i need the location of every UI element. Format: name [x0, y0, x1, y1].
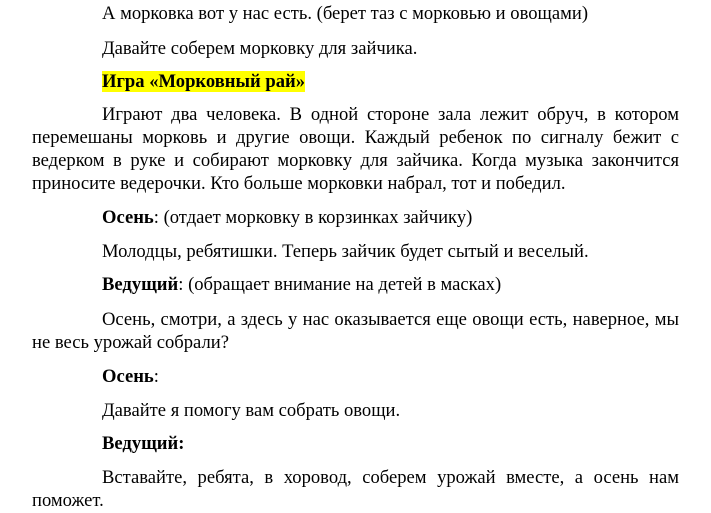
speaker-label: Осень — [102, 207, 154, 228]
paragraph-autumn-action — [32, 206, 679, 229]
paragraph-host-action — [32, 273, 679, 296]
paragraph-text: Давайте я помогу вам собрать овощи. — [102, 400, 401, 421]
paragraph-carrot-bowl — [32, 2, 679, 25]
speaker-label: Ведущий — [102, 274, 179, 295]
paragraph-text: Вставайте, ребята, в хоровод, соберем урожай вместе, а осень нам поможет. — [32, 467, 679, 511]
paragraph-host-speaker — [32, 432, 679, 455]
paragraph-collect-carrot — [32, 37, 679, 60]
paragraph-autumn-look — [32, 308, 679, 354]
paragraph-text: : (обращает внимание на детей в масках) — [178, 274, 502, 295]
paragraph-help-collect — [32, 399, 679, 422]
game-title-highlight: Игра «Морковный рай» — [102, 71, 306, 92]
paragraph-round-dance — [32, 466, 679, 512]
paragraph-text: Давайте соберем морковку для зайчика. — [102, 38, 418, 59]
paragraph-text: : (отдает морковку в корзинках зайчику) — [153, 207, 473, 228]
speaker-label: Ведущий: — [102, 433, 185, 454]
game-heading — [32, 70, 679, 93]
paragraph-text: : — [153, 366, 159, 387]
paragraph-text: Осень, смотри, а здесь у нас оказывается еще овощи есть, наверное, мы не весь урожай собрали? — [32, 309, 679, 353]
paragraph-well-done — [32, 240, 679, 263]
paragraph-text: Играют два человека. В одной стороне зала лежит обруч, в котором перемешаны морковь и другие овощи. Каждый ребенок по сигналу бежит с ведерком в руке и собирают морковку для зайчика. Когда музыка закончится приносите ведерочки. Кто больше морковки набрал, тот и победил. — [32, 104, 679, 194]
paragraph-game-rules — [32, 103, 679, 195]
paragraph-autumn-speaker — [32, 365, 679, 388]
paragraph-text: Молодцы, ребятишки. Теперь зайчик будет сытый и веселый. — [102, 241, 589, 262]
speaker-label: Осень — [102, 366, 154, 387]
paragraph-text: А морковка вот у нас есть. (берет таз с морковью и овощами) — [102, 3, 589, 24]
